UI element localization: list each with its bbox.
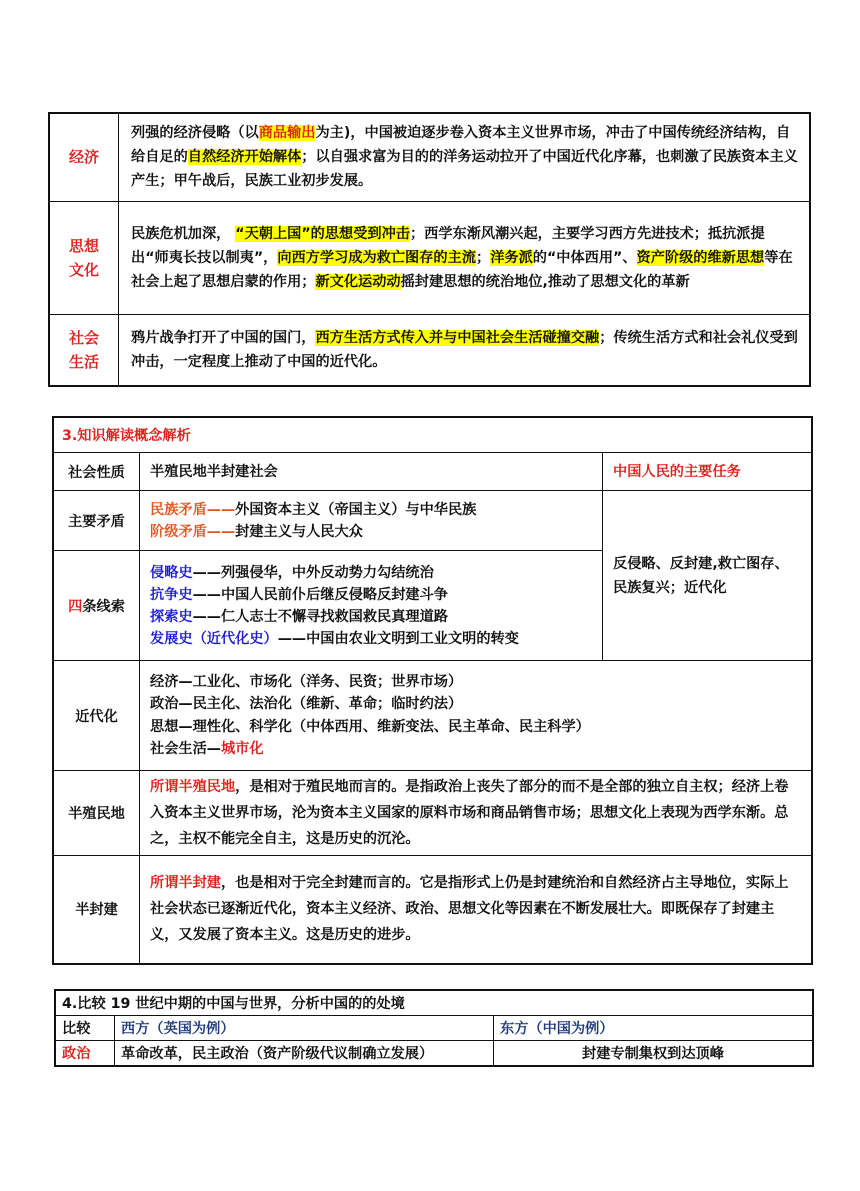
modernization-list (140, 661, 813, 771)
label-line: 思想 (68, 236, 99, 255)
text-segment: 为主)，中国被迫逐步卷入资本主义世界市场，冲击了中国传统经济结构，自给自足的 (131, 125, 791, 166)
nature-value: 半殖民地半封建社会 (140, 453, 603, 491)
table-row (55, 1041, 813, 1067)
text-segment: 向西方学习成为救亡图存的主流 (277, 249, 476, 266)
text-segment: 鸦片战争打开了中国的国门， (131, 329, 316, 346)
label-line: 文化 (68, 260, 99, 279)
text-segment: 摇封建思想的统治地位,推动了思想文化的革新 (400, 273, 690, 290)
clues-label: 四条线索 (53, 551, 140, 661)
list-item: 阶级矛盾——封建主义与人民大众 (150, 523, 363, 540)
text-segment: ；以自强求富为目的的洋务运动拉开了中国近代化序幕，也刺激了民族资本主义产生；甲午战后，民族工业初步发展。 (131, 149, 798, 190)
text-segment: 民族危机加深， (131, 225, 236, 242)
text-segment: 新文化运动动 (315, 273, 401, 290)
table-row (53, 856, 812, 964)
list-item: 抗争史——中国人民前仆后继反侵略反封建斗争 (150, 586, 448, 603)
text-segment: ；西学东渐风潮兴起，主要学习西方先进技术；抵抗派提出“师夷长技以制夷”， (131, 225, 765, 266)
row-text-thought-culture (119, 201, 811, 314)
politics-label: 政治 (55, 1041, 115, 1067)
list-item: 思想—理性化、科学化（中体西用、维新变法、民主革命、民主科学） (150, 718, 590, 735)
table-row (53, 417, 812, 453)
table-row (49, 314, 810, 386)
table-row (55, 990, 813, 1016)
semi-colonial-text: 所谓半殖民地，是相对于殖民地而言的。是指政治上丧失了部分的而不是全部的独立自主权；经济上卷入资本主义世界市场，沦为资本主义国家的原料市场和商品销售市场；思想文化上表现为西学东渐。总之，主权不能完全自主，这是历史的沉沦。 (140, 771, 813, 856)
text-segment: 自然经济开始解体 (187, 149, 302, 166)
list-item: 民族矛盾——外国资本主义（帝国主义）与中华民族 (150, 501, 477, 518)
west-header: 西方（英国为例） (115, 1016, 494, 1041)
table-row (53, 453, 812, 491)
list-item: 发展史（近代化史）——中国由农业文明到工业文明的转变 (150, 630, 519, 647)
row-text-social-life (119, 314, 811, 386)
text-segment: 资产阶级的维新思想 (636, 249, 765, 266)
list-item: 经济—工业化、市场化（洋务、民资；世界市场） (150, 673, 463, 690)
clues-list (140, 551, 603, 661)
row-text-economy (119, 113, 811, 201)
table-row (53, 491, 812, 551)
contradiction-list (140, 491, 603, 551)
table-row (53, 771, 812, 856)
table-row (55, 1016, 813, 1041)
modernization-label: 近代化 (53, 661, 140, 771)
compare-label: 比较 (55, 1016, 115, 1041)
text-segment: 列强的经济侵略（以 (131, 125, 259, 142)
text-segment: 西方生活方式传入并与中国社会生活碰撞交融 (315, 329, 600, 346)
text-segment: 等在社会上起了思想启蒙的作用； (131, 249, 793, 290)
politics-east: 封建专制集权到达顶峰 (494, 1041, 814, 1067)
semi-feudal-label: 半封建 (53, 856, 140, 964)
semi-feudal-text: 所谓半封建，也是相对于完全封建而言的。它是指形式上仍是封建统治和自然经济占主导地位，实际上社会状态已逐渐近代化，资本主义经济、政治、思想文化等因素在不断发展壮大。即既保存了封建主义，又发展了资本主义。这是历史的进步。 (140, 856, 813, 964)
row-label-economy: 经济 (49, 113, 119, 201)
politics-west: 革命改革，民主政治（资产阶级代议制确立发展） (115, 1041, 494, 1067)
section-title: 3.知识解读概念解析 (53, 417, 812, 453)
east-header: 东方（中国为例） (494, 1016, 814, 1041)
table-row (49, 113, 810, 201)
table-row (49, 201, 810, 314)
table-row (53, 661, 812, 771)
list-item: 探索史——仁人志士不懈寻找救国救民真理道路 (150, 608, 448, 625)
label-line: 生活 (68, 352, 99, 371)
text-segment: 的“中体西用”、 (532, 249, 637, 266)
text-segment: 商品输出 (258, 125, 316, 142)
concept-analysis-table (52, 416, 813, 965)
history-impact-table (48, 112, 811, 387)
nature-label: 社会性质 (53, 453, 140, 491)
text-segment: ；传统生活方式和社会礼仪受到冲击，一定程度上推动了中国的近代化。 (131, 329, 798, 370)
list-item: 侵略史——列强侵华，中外反动势力勾结统治 (150, 564, 434, 581)
text-segment: 洋务派 (490, 249, 533, 266)
label-line: 社会 (68, 328, 99, 347)
row-label-thought-culture (49, 201, 119, 314)
section-title: 4.比较 19 世纪中期的中国与世界，分析中国的的处境 (55, 990, 813, 1016)
contradiction-label: 主要矛盾 (53, 491, 140, 551)
list-item: 社会生活—城市化 (150, 741, 264, 757)
text-segment: “天朝上国”的思想受到冲击 (235, 225, 410, 242)
task-header: 中国人民的主要任务 (603, 453, 813, 491)
task-value: 反侵略、反封建,救亡图存、民族复兴；近代化 (603, 491, 813, 661)
comparison-table (54, 989, 814, 1067)
text-segment: ； (475, 249, 491, 266)
semi-colonial-label: 半殖民地 (53, 771, 140, 856)
list-item: 政治—民主化、法治化（维新、革命；临时约法） (150, 696, 463, 712)
row-label-social-life (49, 314, 119, 386)
